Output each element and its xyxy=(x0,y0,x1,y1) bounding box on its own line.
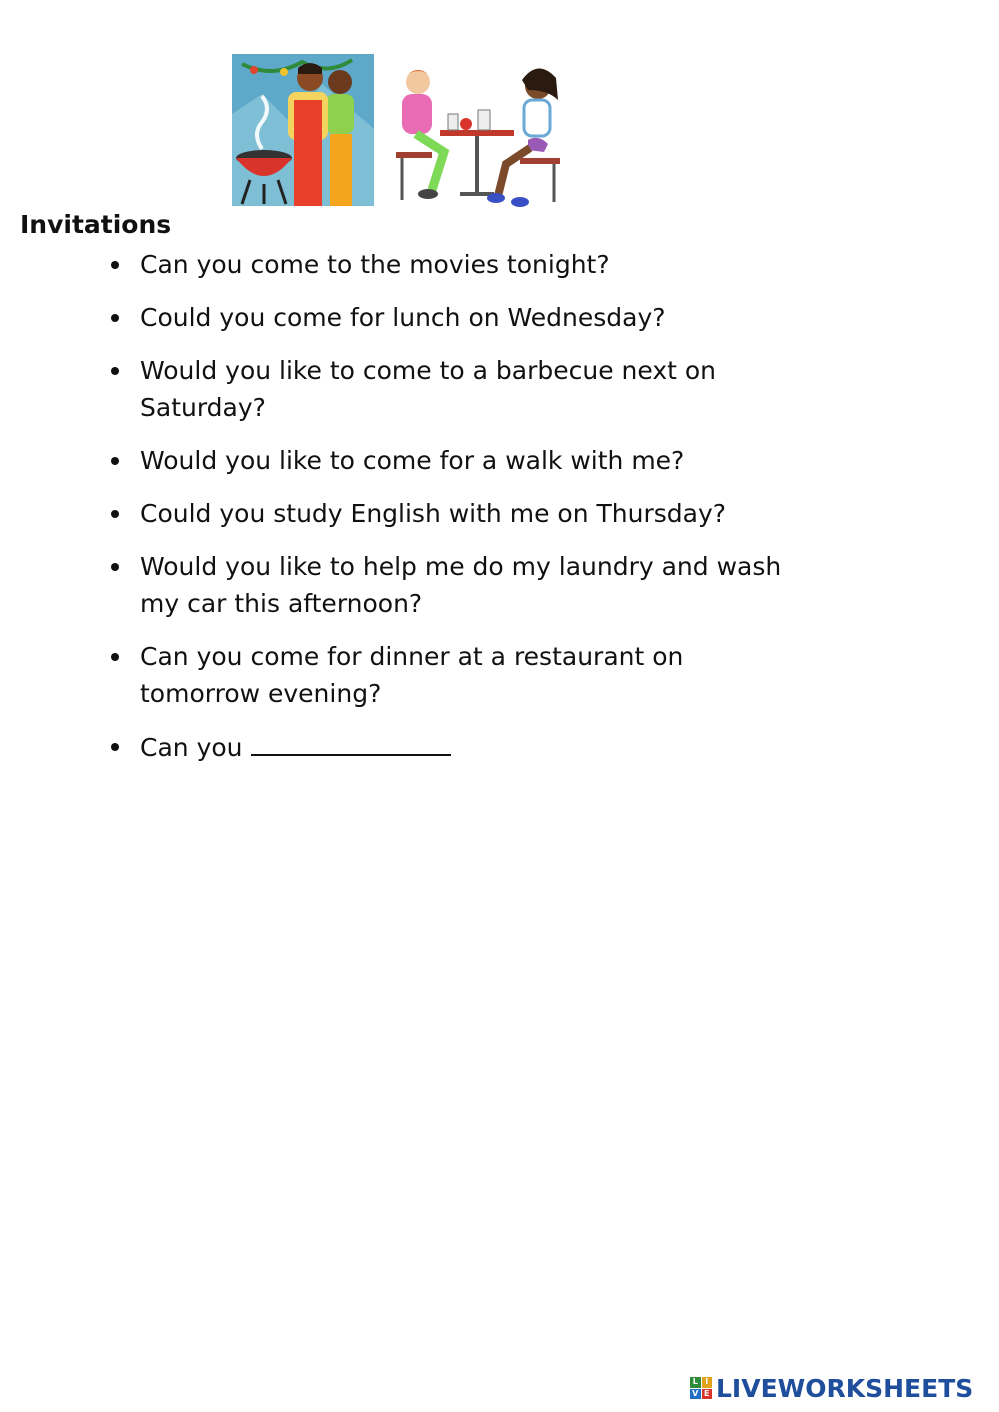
list-item: Would you like to come to a barbecue next on Saturday? xyxy=(140,352,800,426)
invitation-list xyxy=(140,246,800,782)
worksheet-title: Invitations xyxy=(20,210,172,239)
logo-letter: E xyxy=(702,1389,713,1400)
fill-in-prefix: Can you xyxy=(140,733,243,762)
logo-letter: I xyxy=(702,1377,713,1388)
fill-in-blank[interactable] xyxy=(251,728,451,756)
logo-letter: V xyxy=(690,1389,701,1400)
list-item: Could you come for lunch on Wednesday? xyxy=(140,299,800,336)
list-item: Would you like to help me do my laundry and wash my car this afternoon? xyxy=(140,548,800,622)
brand-footer xyxy=(690,1368,973,1408)
liveworksheets-logo-icon xyxy=(690,1377,712,1399)
list-item: Could you study English with me on Thursday? xyxy=(140,495,800,532)
barbecue-clipart xyxy=(232,54,374,206)
list-item: Would you like to come for a walk with me? xyxy=(140,442,800,479)
list-item: Can you come for dinner at a restaurant on tomorrow evening? xyxy=(140,638,800,712)
list-item: Can you come to the movies tonight? xyxy=(140,246,800,283)
logo-letter: L xyxy=(690,1377,701,1388)
list-item-fill-in xyxy=(140,728,800,766)
brand-name: LIVEWORKSHEETS xyxy=(716,1373,974,1403)
cafe-friends-clipart xyxy=(388,60,568,210)
